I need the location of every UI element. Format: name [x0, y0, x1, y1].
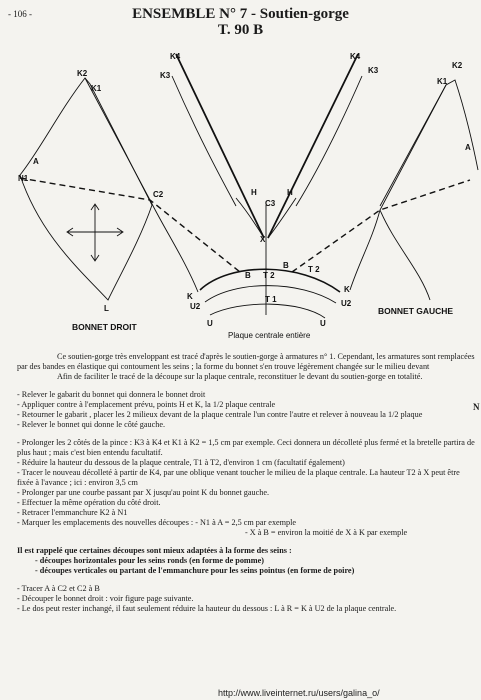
rappel-item: - découpes verticales ou partant de l'emmanchure pour les seins pointus (en forme de poire): [35, 566, 355, 575]
label-U2-left: U2: [190, 302, 201, 311]
page-title: ENSEMBLE N° 7 - Soutien-gorge: [132, 6, 349, 22]
list-item: - Prolonger les 2 côtés de la pince : K3 à K4 et K1 à K2 = 1,5 cm par exemple. Ceci donnera un décolleté plus fermé et la bretelle partira de plus haut ; mais c'est bien entendu facultatif.: [17, 438, 475, 457]
list-item: - Tracer A à C2 et C2 à B: [17, 584, 100, 593]
list-item: - Retracer l'emmanchure K2 à N1: [17, 508, 128, 517]
label-K-left: K: [187, 292, 193, 301]
label-N1: N1: [18, 174, 29, 183]
label-T2-right: T 2: [308, 265, 320, 274]
rappel-item: - découpes horizontales pour les seins ronds (en forme de pomme): [35, 556, 264, 565]
list-item: - Relever le bonnet qui donne le côté gauche.: [17, 420, 165, 429]
label-K3-left: K3: [160, 71, 171, 80]
label-B-left: B: [245, 271, 251, 280]
right-cup-outline: [350, 80, 478, 290]
label-C3: C3: [265, 199, 276, 208]
left-inner-line: [172, 76, 236, 206]
list-item-marquer: - Marquer les emplacements des nouvelles découpes : - N1 à A = 2,5 cm par exemple: [17, 518, 297, 527]
label-U-left: U: [207, 319, 213, 328]
label-H-left: H: [251, 188, 257, 197]
list-item: - Relever le gabarit du bonnet qui donnera le bonnet droit: [17, 390, 206, 399]
left-cut-line: [20, 178, 240, 272]
list-item: - Découper le bonnet droit : voir figure page suivante.: [17, 594, 194, 603]
label-K4-right: K4: [350, 52, 361, 61]
pattern-diagram: [0, 40, 481, 340]
label-A-right: A: [465, 143, 471, 152]
right-cut-line: [292, 180, 470, 272]
label-K2-left: K2: [77, 69, 88, 78]
left-center-seam: [150, 200, 198, 292]
rappel-heading: Il est rappelé que certaines découpes sont mieux adaptées à la forme des seins :: [17, 546, 292, 555]
right-cup-dart: [380, 85, 446, 206]
list-item: - Effectuer la même opération du côté droit.: [17, 498, 161, 507]
label-K1-right: K1: [437, 77, 448, 86]
label-L: L: [104, 304, 109, 313]
label-U-right: U: [320, 319, 326, 328]
list-item: - Appliquer contre à l'emplacement prévu, points H et K, la 1/2 plaque centrale: [17, 400, 276, 409]
list-item: - Prolonger par une courbe passant par X jusqu'au point K du bonnet gauche.: [17, 488, 270, 497]
left-cup-outline: [20, 78, 152, 300]
caption-plaque-centrale: Plaque centrale entière: [228, 331, 311, 340]
list-item: - Réduire la hauteur du dessous de la plaque centrale, T1 à T2, d'environ 1 cm (facultatif également): [17, 458, 345, 467]
label-T1: T 1: [265, 295, 277, 304]
label-K2-right: K2: [452, 61, 463, 70]
label-K1-left: K1: [91, 84, 102, 93]
footer-url[interactable]: http://www.liveinternet.ru/users/galina_o/: [218, 688, 380, 698]
list-item-marquer-2: - X à B = environ la moitié de X à K par exemple: [245, 528, 408, 537]
center-h-left: [236, 198, 264, 238]
label-X: X: [260, 235, 266, 244]
page-subtitle: T. 90 B: [217, 22, 264, 38]
caption-bonnet-droit: BONNET DROIT: [72, 322, 137, 332]
page-number: - 106 -: [8, 9, 32, 19]
label-B-right: B: [283, 261, 289, 270]
label-A-left: A: [33, 157, 39, 166]
label-U2-right: U2: [341, 299, 352, 308]
paragraph-intro: Ce soutien-gorge très enveloppant est tracé d'après le soutien-gorge à armatures n° 1. Cependant, les armatures sont remplacées par des bandes en élastique qui contournent les seins ; la forme du bonnet s'en trouve légèrement changée sur le milieu devant: [17, 352, 475, 371]
right-inner-line: [296, 76, 362, 206]
list-item: - Le dos peut rester inchangé, il faut seulement réduire la hauteur du dessous : L à R = K à U2 de la plaque centrale.: [17, 604, 397, 613]
body-text: [17, 352, 475, 614]
right-cup-side: [380, 210, 430, 300]
plate-bottom: [210, 304, 325, 318]
list-item: - Tracer le nouveau décolleté à partir de K4, par une oblique venant toucher le milieu de la plaque centrale. La hauteur T2 à X peut être fixée à l'avance ; ici : environ 3,5 cm: [17, 468, 460, 487]
label-K4-left: K4: [170, 52, 181, 61]
label-H-right: H: [287, 188, 293, 197]
left-cup-dart: [85, 78, 150, 200]
right-neckline: [268, 54, 358, 238]
label-C2: C2: [153, 190, 164, 199]
label-K-right: K: [344, 285, 350, 294]
caption-bonnet-gauche: BONNET GAUCHE: [378, 306, 454, 316]
paragraph-reconstituer: Afin de faciliter le tracé de la découpe sur la plaque centrale, reconstituer le devant du soutien-gorge en totalité.: [57, 372, 423, 381]
list-item: - Retourner le gabarit , placer les 2 milieux devant de la plaque centrale l'un contre l'autre et relever à nouveau la 1/2 plaque: [17, 410, 423, 419]
label-T2-left: T 2: [263, 271, 275, 280]
label-K3-right: K3: [368, 66, 379, 75]
left-neckline: [176, 54, 264, 238]
grain-arrows: [68, 205, 122, 260]
edge-letter: N: [473, 402, 480, 412]
